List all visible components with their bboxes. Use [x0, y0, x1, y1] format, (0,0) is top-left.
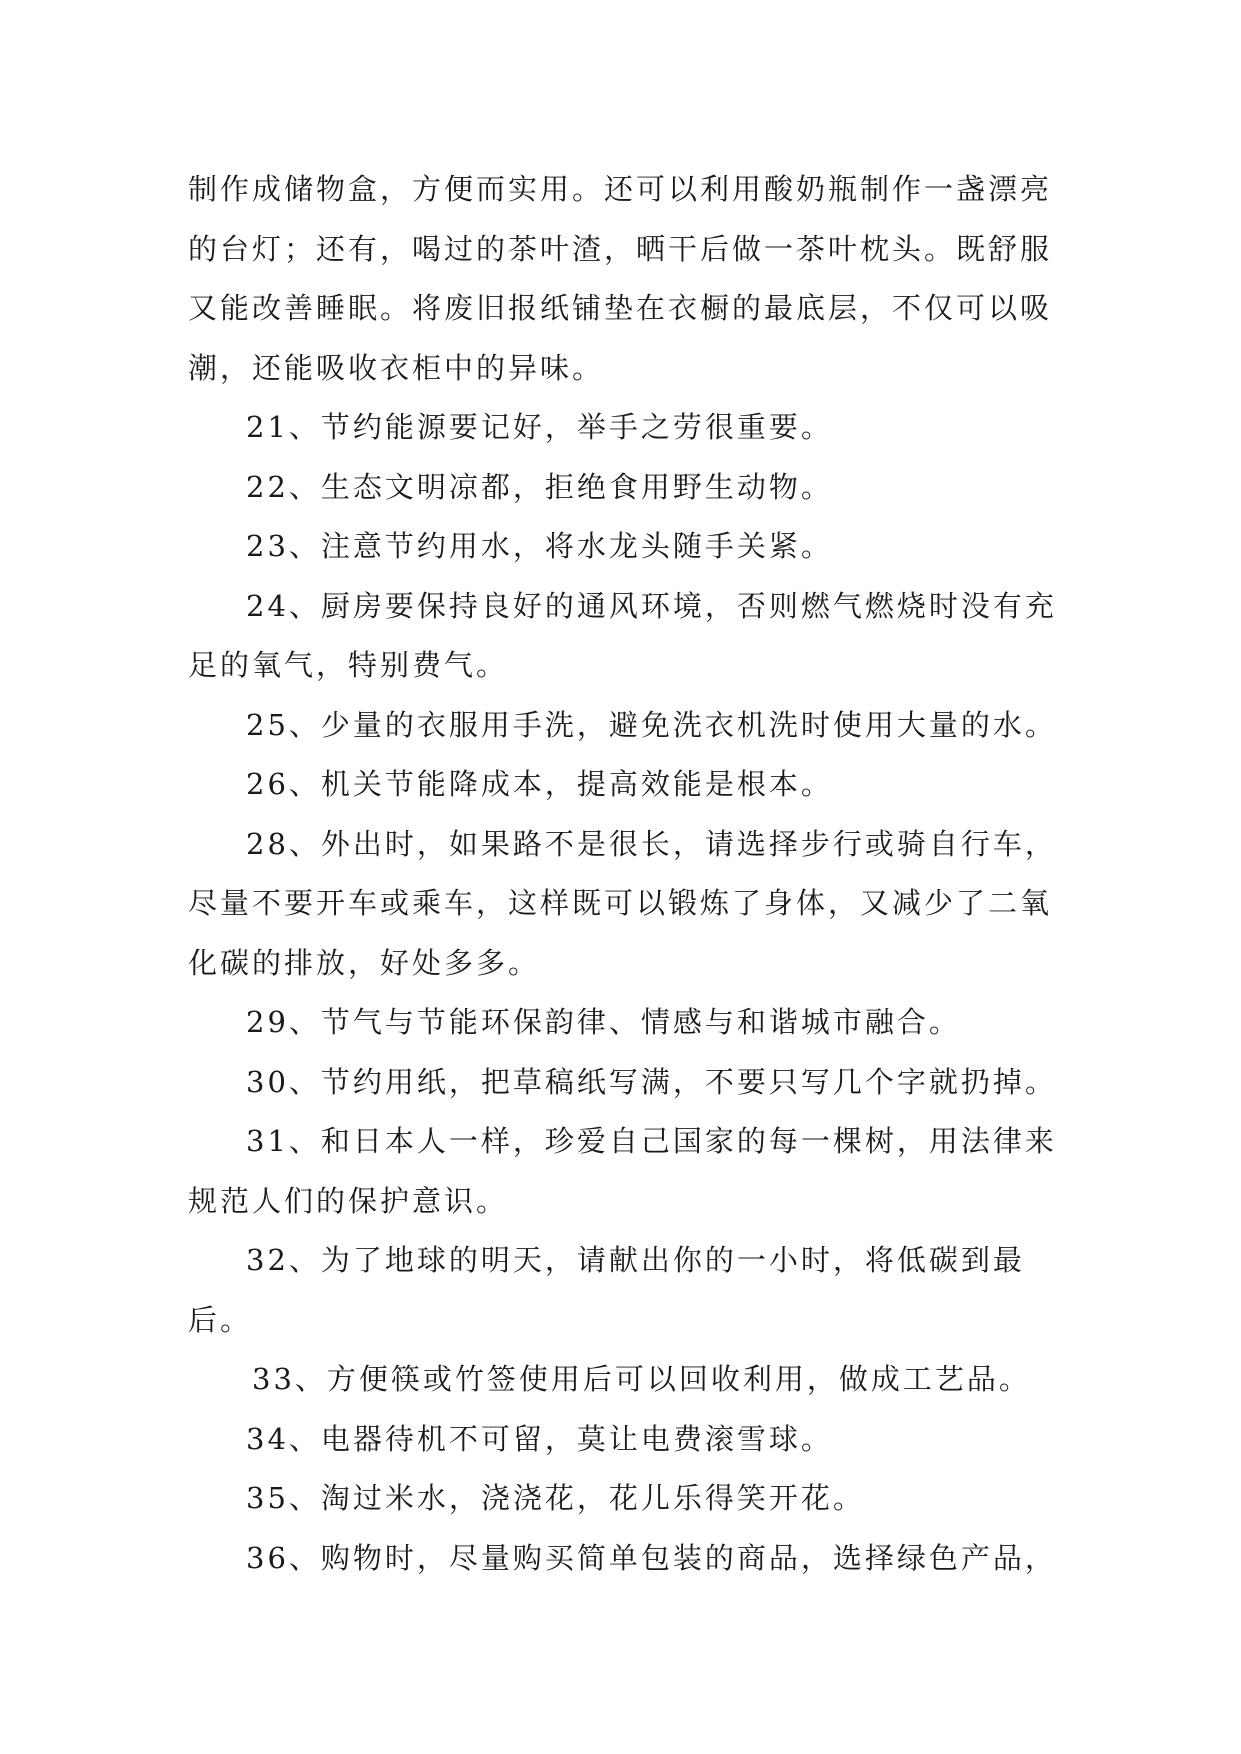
paragraph-item-28: 28、外出时，如果路不是很长，请选择步行或骑自行车，尽量不要开车或乘车，这样既可以锻炼了身体，又减少了二氧化碳的排放，好处多多。	[188, 826, 1057, 980]
paragraph-item-23: 23、注意节约用水，将水龙头随手关紧。	[246, 529, 833, 563]
paragraph-continued: 制作成储物盒，方便而实用。还可以利用酸奶瓶制作一盏漂亮的台灯；还有，喝过的茶叶渣，晒干后做一茶叶枕头。既舒服又能改善睡眠。将废旧报纸铺垫在衣橱的最底层，不仅可以吸潮，还能吸收衣柜中的异味。	[188, 172, 1053, 385]
paragraph-item-30: 30、节约用纸，把草稿纸写满，不要只写几个字就扔掉。	[246, 1064, 1057, 1099]
paragraph-item-35: 35、淘过米水，浇浇花，花儿乐得笑开花。	[246, 1481, 865, 1515]
document-body	[188, 160, 1068, 1588]
paragraph-item-33: 33、方便筷或竹签使用后可以回收利用，做成工艺品。	[252, 1362, 1031, 1396]
paragraph-item-32: 32、为了地球的明天，请献出你的一小时，将低碳到最后。	[188, 1243, 1025, 1337]
paragraph-item-25: 25、少量的衣服用手洗，避免洗衣机洗时使用大量的水。	[246, 707, 1057, 742]
paragraph-item-36: 36、购物时，尽量购买简单包装的商品，选择绿色产品，	[246, 1540, 1057, 1575]
paragraph-item-29: 29、节气与节能环保韵律、情感与和谐城市融合。	[246, 1005, 961, 1039]
paragraph-item-21: 21、节约能源要记好，举手之劳很重要。	[246, 410, 833, 444]
paragraph-item-24: 24、厨房要保持良好的通风环境，否则燃气燃烧时没有充足的氧气，特别费气。	[188, 588, 1057, 682]
paragraph-item-22: 22、生态文明凉都，拒绝食用野生动物。	[246, 469, 833, 504]
paragraph-item-26: 26、机关节能降成本，提高效能是根本。	[246, 767, 833, 801]
paragraph-item-31: 31、和日本人一样，珍爱自己国家的每一棵树，用法律来规范人们的保护意识。	[188, 1124, 1057, 1218]
paragraph-item-34: 34、电器待机不可留，莫让电费滚雪球。	[246, 1421, 833, 1456]
